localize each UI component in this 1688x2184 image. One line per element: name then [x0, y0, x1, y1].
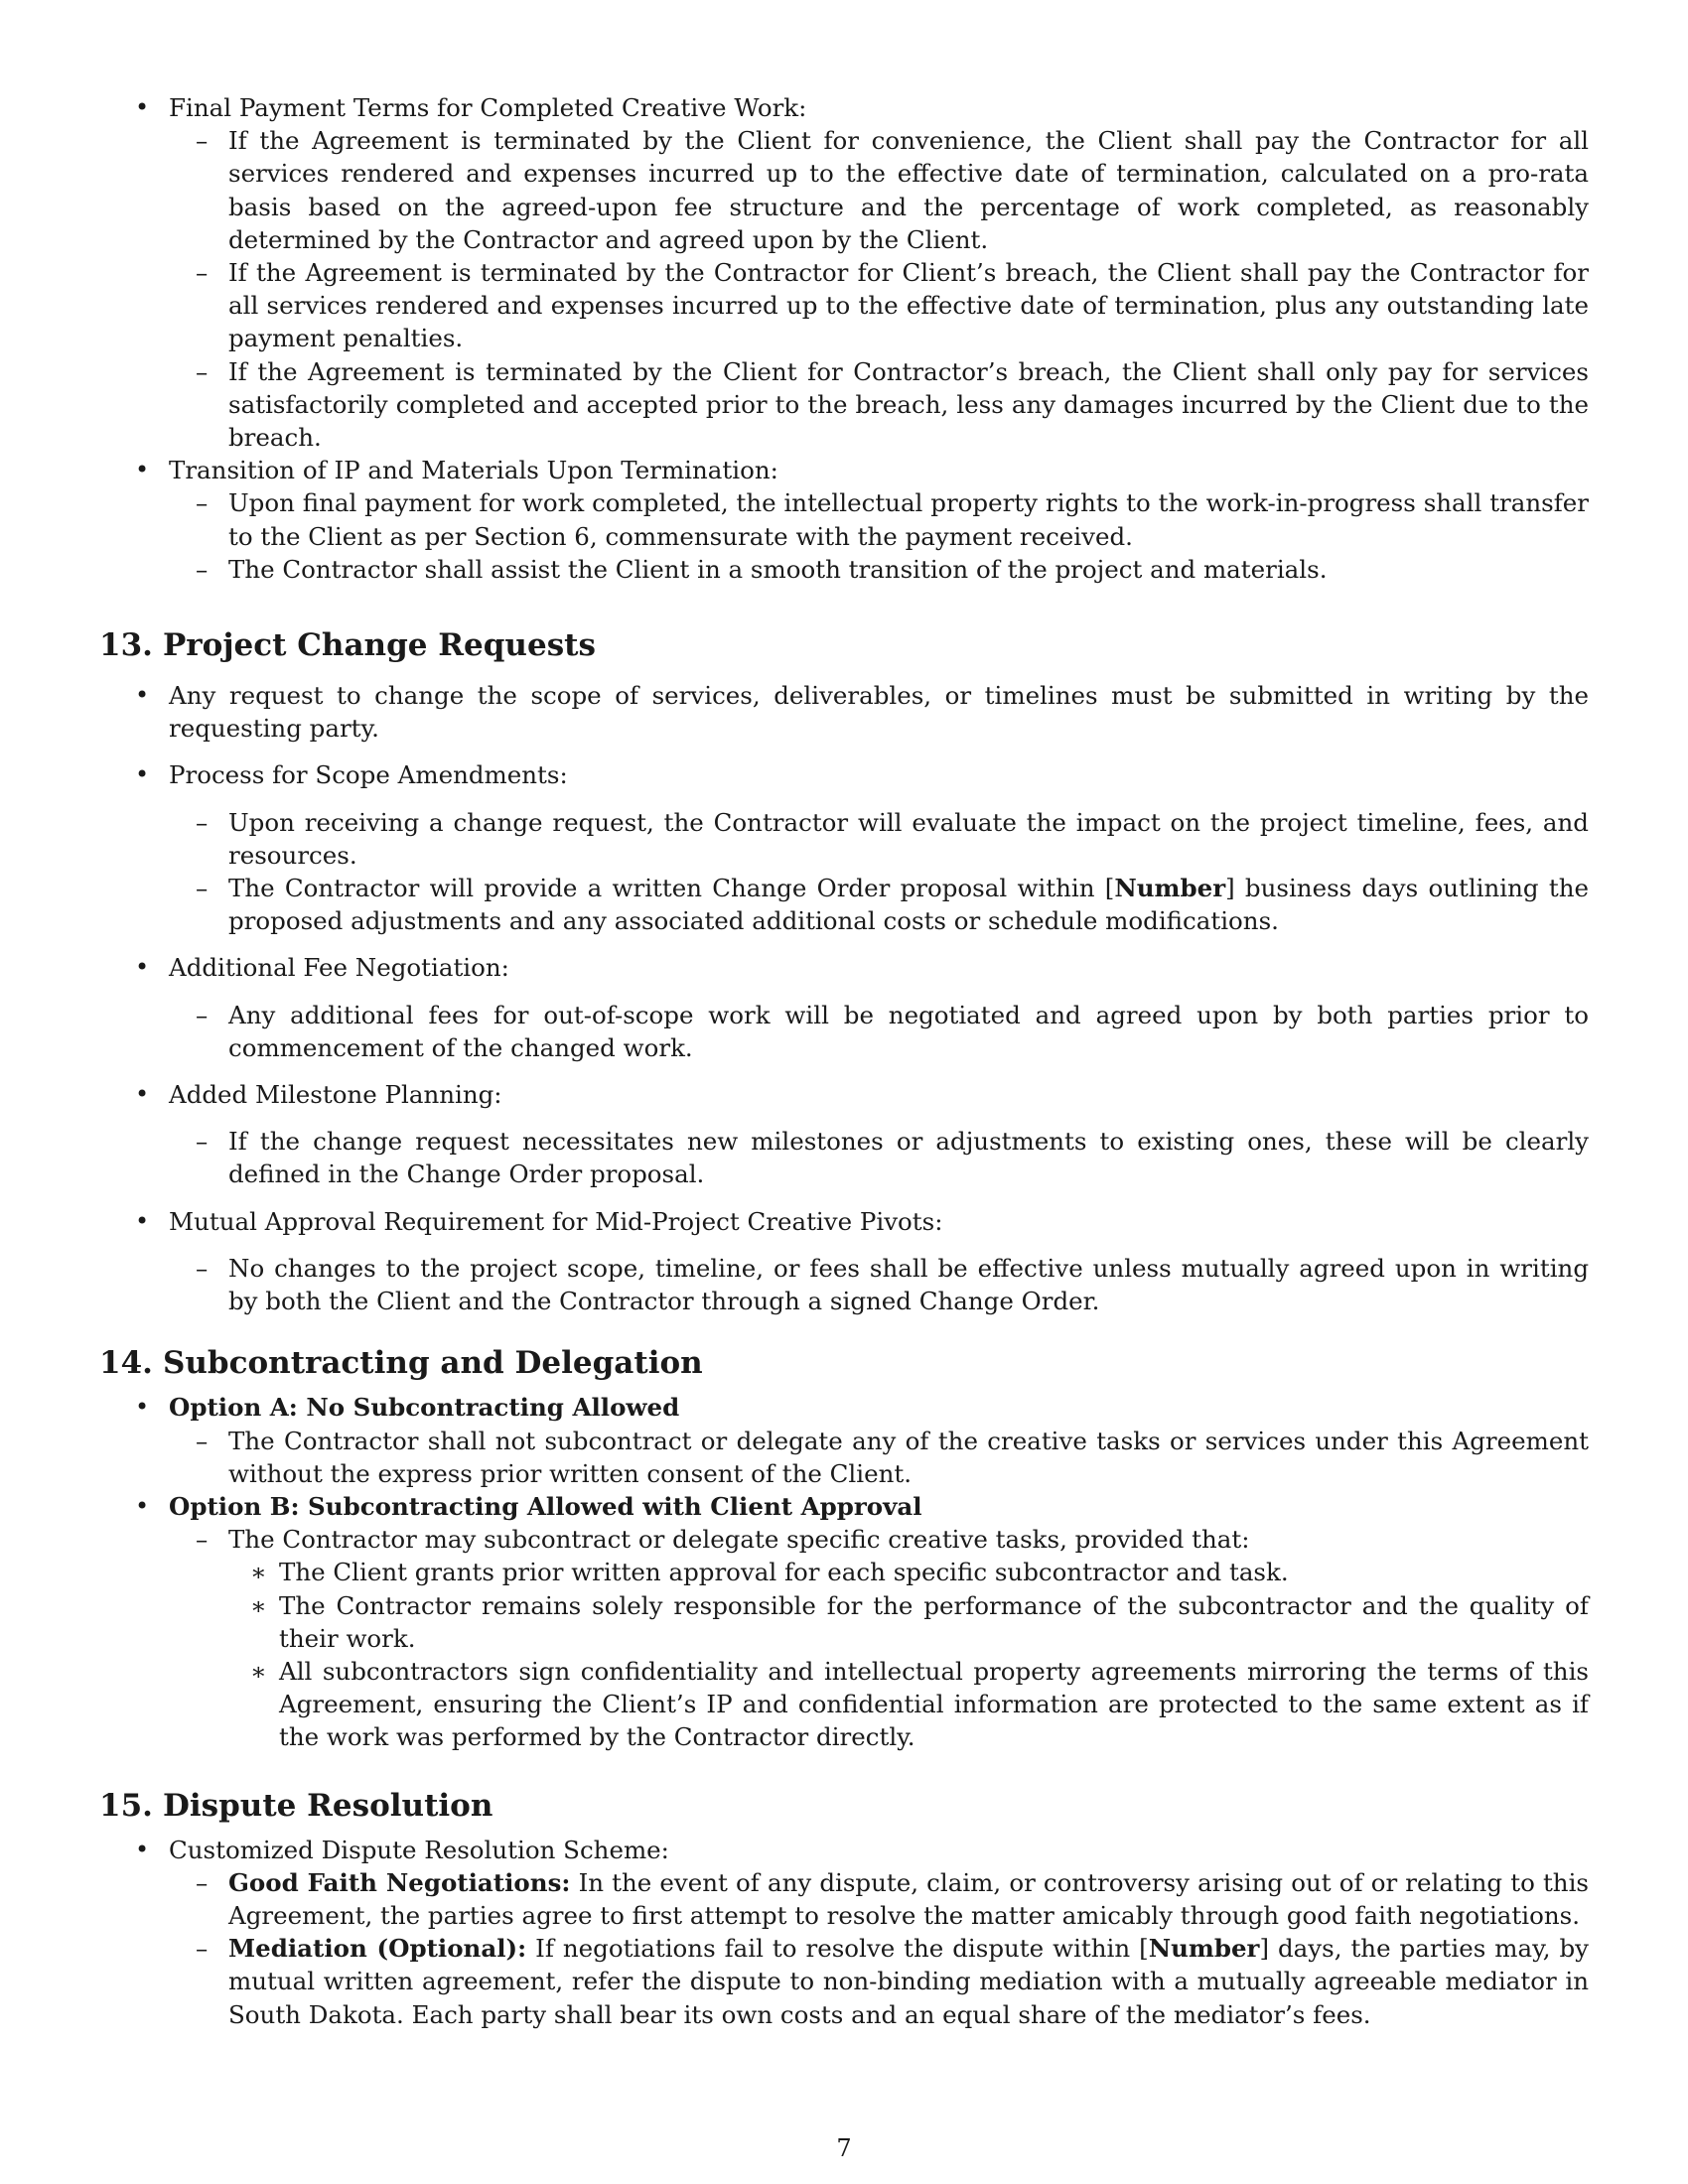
list-item: – Upon final payment for work completed, the intellectual property rights to the work-in-progress shall transfer to the Client as per Section 6, commensurate with the payment received. — [169, 486, 1589, 552]
document-page — [99, 91, 1589, 2031]
section-13-list — [99, 679, 1589, 1317]
list-item: – If the change request necessitates new milestones or adjustments to existing ones, these will be clearly defined in the Change Order proposal. — [169, 1125, 1589, 1190]
list-item: • Customized Dispute Resolution Scheme: – Good Faith Negotiations: In the event of any dispute, claim, or controversy arising out of or relating to this Agreement, the parties agree to first attempt to resolve the matter amicably through good faith negotiations. – Mediation (Optional): If negotiations fail to resolve the dispute within [Number] days, the parties may, by mutual written agreement, refer the dispute to non-binding mediation with a mutually agreeable mediator in South Dakota. Each party shall bear its own costs and an equal share of the mediator’s fees. — [99, 1834, 1589, 2031]
transition-label: Transition of IP and Materials Upon Termination: — [169, 456, 778, 485]
list-item: – No changes to the project scope, timeline, or fees shall be effective unless mutually agreed upon in writing by both the Client and the Contractor through a signed Change Order. — [169, 1252, 1589, 1317]
section-15-list — [99, 1834, 1589, 2031]
list-item: • Mutual Approval Requirement for Mid-Project Creative Pivots: – No changes to the project scope, timeline, or fees shall be effective unless mutually agreed upon in writing by both the Client and the Contractor through a signed Change Order. — [99, 1205, 1589, 1318]
list-item: – The Contractor shall assist the Client in a smooth transition of the project and materials. — [169, 553, 1589, 586]
list-item: • Process for Scope Amendments: – Upon receiving a change request, the Contractor will evaluate the impact on the project timeline, fees, and resources. – The Contractor will provide a written Change Order proposal within [Number] business days outlining the proposed adjustments and any associated additional costs or schedule modifications. — [99, 758, 1589, 937]
list-item — [99, 1490, 1589, 1754]
list-item: – Any additional fees for out-of-scope work will be negotiated and agreed upon by both parties prior to commencement of the changed work. — [169, 999, 1589, 1064]
section-heading-13: 13. Project Change Requests — [99, 627, 596, 664]
section-heading-14: 14. Subcontracting and Delegation — [99, 1345, 703, 1382]
list-item: ∗ The Contractor remains solely responsible for the performance of the subcontractor and the quality of their work. — [228, 1589, 1589, 1655]
page-number: 7 — [836, 2134, 852, 2162]
list-item: – The Contractor will provide a written Change Order proposal within [Number] business days outlining the proposed adjustments and any associated additional costs or schedule modifications. — [169, 872, 1589, 937]
list-item: – If the Agreement is terminated by the Client for convenience, the Client shall pay the Contractor for all services rendered and expenses incurred up to the effective date of termination, calculated on a pro-rata basis based on the agreed-upon fee structure and the percentage of work completed, as reasonably determined by the Contractor and agreed upon by the Client. — [169, 124, 1589, 256]
list-item: ∗ All subcontractors sign confidentiality and intellectual property agreements mirroring the terms of this Agreement, ensuring the Client’s IP and confidential information are protected to the same extent as if the work was performed by the Contractor directly. — [228, 1655, 1589, 1754]
list-item: ∗ The Client grants prior written approval for each specific subcontractor and task. — [228, 1556, 1589, 1588]
list-item: – Upon receiving a change request, the Contractor will evaluate the impact on the project timeline, fees, and resources. — [169, 806, 1589, 872]
list-item: – If the Agreement is terminated by the Client for Contractor’s breach, the Client shall only pay for services satisfactorily completed and accepted prior to the breach, less any damages incurred by the Client due to the breach. — [169, 355, 1589, 455]
list-item: – Good Faith Negotiations: In the event of any dispute, claim, or controversy arising out of or relating to this Agreement, the parties agree to first attempt to resolve the matter amicably through good faith negotiations. — [169, 1866, 1589, 1932]
list-item: – If the Agreement is terminated by the Contractor for Client’s breach, the Client shall pay the Contractor for all services rendered and expenses incurred up to the effective date of termination, plus any outstanding late payment penalties. — [169, 256, 1589, 355]
option-a-label: Option A: No Subcontracting Allowed — [169, 1393, 680, 1423]
section-14-list — [99, 1391, 1589, 1753]
list-item — [99, 1391, 1589, 1490]
list-item: – Mediation (Optional): If negotiations fail to resolve the dispute within [Number] days, the parties may, by mutual written agreement, refer the dispute to non-binding mediation with a mutually agreeable mediator in South Dakota. Each party shall bear its own costs and an equal share of the mediator’s fees. — [169, 1932, 1589, 2031]
termination-list — [99, 91, 1589, 586]
list-item: • Additional Fee Negotiation: – Any additional fees for out-of-scope work will be negotiated and agreed upon by both parties prior to commencement of the changed work. — [99, 951, 1589, 1064]
list-item: • Added Milestone Planning: – If the change request necessitates new milestones or adjustments to existing ones, these will be clearly defined in the Change Order proposal. — [99, 1078, 1589, 1191]
list-item — [99, 91, 1589, 454]
list-item: • Any request to change the scope of services, deliverables, or timelines must be submitted in writing by the requesting party. — [99, 679, 1589, 745]
list-item — [99, 454, 1589, 586]
section-heading-15: 15. Dispute Resolution — [99, 1787, 493, 1824]
final-payment-label: Final Payment Terms for Completed Creative Work: — [169, 93, 807, 122]
option-b-label: Option B: Subcontracting Allowed with Client Approval — [169, 1491, 922, 1521]
list-item: – The Contractor shall not subcontract or delegate any of the creative tasks or services under this Agreement without the express prior written consent of the Client. — [169, 1425, 1589, 1490]
list-item: – The Contractor may subcontract or delegate specific creative tasks, provided that: ∗ The Client grants prior written approval for each specific subcontractor and task. ∗ The Contractor remains solely responsible for the performance of the subcontractor and the quality of their work. ∗ All subcontractors sign confidentiality and intellectual property agreements mirroring the terms of this Agreement, ensuring the Client’s IP and confidential information are protected to the same extent as if the work was performed by the Contractor directly. — [169, 1523, 1589, 1753]
